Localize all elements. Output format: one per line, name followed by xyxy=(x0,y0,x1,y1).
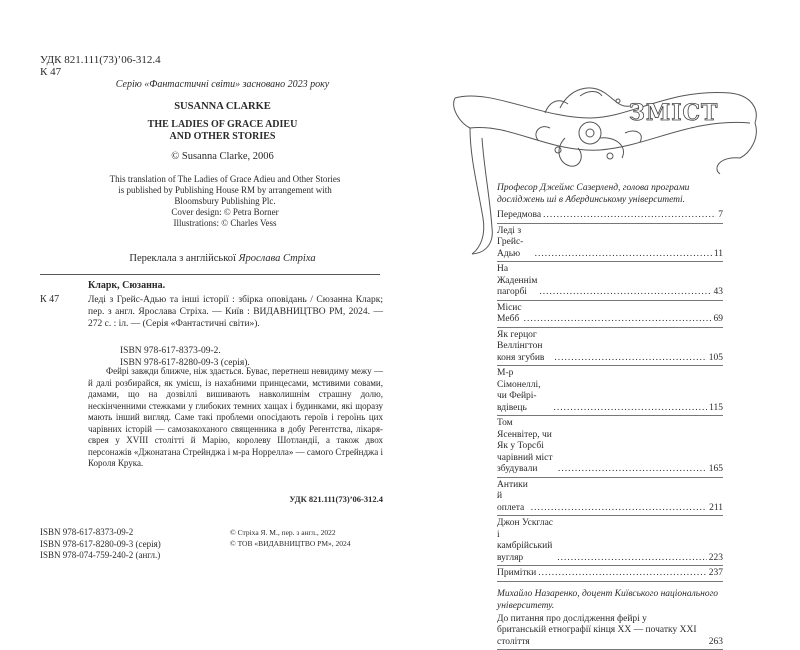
divider xyxy=(40,274,380,275)
toc-item[interactable]: Примітки ..... 237 xyxy=(497,566,723,582)
isbn-footer: ISBN 978-617-8373-09-2 ISBN 978-617-8280-09-3 (серія) ISBN 978-074-759-240-2 (англ.) xyxy=(40,527,161,562)
biblio-description: Леді з Грейс-Адью та інші історії : збірка оповідань / Сюзанна Кларк; пер. з англ. Ярослава Стріха. — Київ : ВИДАВНИЦТВО РМ, 2024. — 272 с. : іл. — (Серія «Фантастичні світи»). xyxy=(88,294,383,330)
toc-item[interactable]: Передмова ..... 7 xyxy=(497,208,723,224)
toc-item[interactable]: Місис Мебб ..... 69 xyxy=(497,301,723,328)
toc-appendix-item[interactable]: До питання про дослідження фейрі у британській етнографії кінця XX — початку XXI століття 263 xyxy=(497,612,723,650)
biblio-isbn: ISBN 978-617-8373-09-2. ISBN 978-617-8280-09-3 (серія). xyxy=(120,345,250,369)
toc-item[interactable]: На Жаденнім пагорбі ..... 43 xyxy=(497,262,723,301)
toc-item[interactable]: Том Ясенвітер, чи Як у Торсбі чарівний міст збудували ..... 165 xyxy=(497,416,723,478)
biblio-heading: Кларк, Сюзанна. xyxy=(88,280,165,291)
rights-notice: This translation of The Ladies of Grace Adieu and Other Stories is published by Publishing House RM by arrangement with Bloomsbury Publishing Plc. Cover design: © Petra Borner Illustrations: © Charles Vess xyxy=(80,174,370,229)
toc-item[interactable]: Джон Ускглас і камбрійський вугляр ..... 223 xyxy=(497,516,723,566)
toc-item[interactable]: Леді з Грейс-Адью ..... 11 xyxy=(497,224,723,263)
table-of-contents xyxy=(497,182,723,650)
toc-item[interactable]: Як герцог Веллінгтон коня згубив ..... 105 xyxy=(497,328,723,367)
toc-intro: Професор Джеймс Сазерленд, голова програми досліджень ші в Абердинському університеті. xyxy=(497,182,723,206)
original-author: SUSANNA CLARKE xyxy=(70,101,375,112)
appendix-intro: Михайло Назаренко, доцент Київського національного університету. xyxy=(497,588,723,612)
annotation: Фейрі завжди ближче, ніж здається. Буває, перетнеш невидиму межу — й далі розбирайся, як умієш, із нахабними принцесами, мстивими совами, дамами, що на дозвіллі вишивають навколишнім страшну долю, нескінченними стежками у глибоких темних хащах і будинками, які щоразу мають інший вигляд. Саме такі проблеми опосідають героїв і героїнь цих чарівних історій — самозакоханого священника в добу Регентства, лікаря-єврея у XVIII столітті й Марію, королеву Шотландії, а також двох персонажів «Джонатана Стрейнджа і м-ра Норрелла» — самого Стрейнджа і Короля Крука. xyxy=(88,366,383,470)
udk-code-top: УДК 821.111(73)’06-312.4 К 47 xyxy=(40,54,161,78)
series-note: Серію «Фантастичні світи» засновано 2023 року xyxy=(70,79,375,90)
copyright-footer: © Стріха Я. М., пер. з англ., 2022 © ТОВ «ВИДАВНИЦТВО РМ», 2024 xyxy=(230,527,351,549)
toc-item[interactable]: Антики й оплета ..... 211 xyxy=(497,478,723,517)
left-page xyxy=(0,0,400,600)
translator-credit: Переклала з англійської Ярослава Стріха xyxy=(70,253,375,264)
biblio-code: К 47 xyxy=(40,294,59,305)
copyright-original: © Susanna Clarke, 2006 xyxy=(70,151,375,162)
toc-item[interactable]: М-р Сімонеллі, чи Фейрі-вдівець ..... 115 xyxy=(497,366,723,416)
original-title: THE LADIES OF GRACE ADIEU AND OTHER STORIES xyxy=(70,119,375,143)
contents-title: ЗМІСТ xyxy=(629,100,718,126)
udk-code-bottom: УДК 821.111(73)’06-312.4 xyxy=(220,494,383,504)
